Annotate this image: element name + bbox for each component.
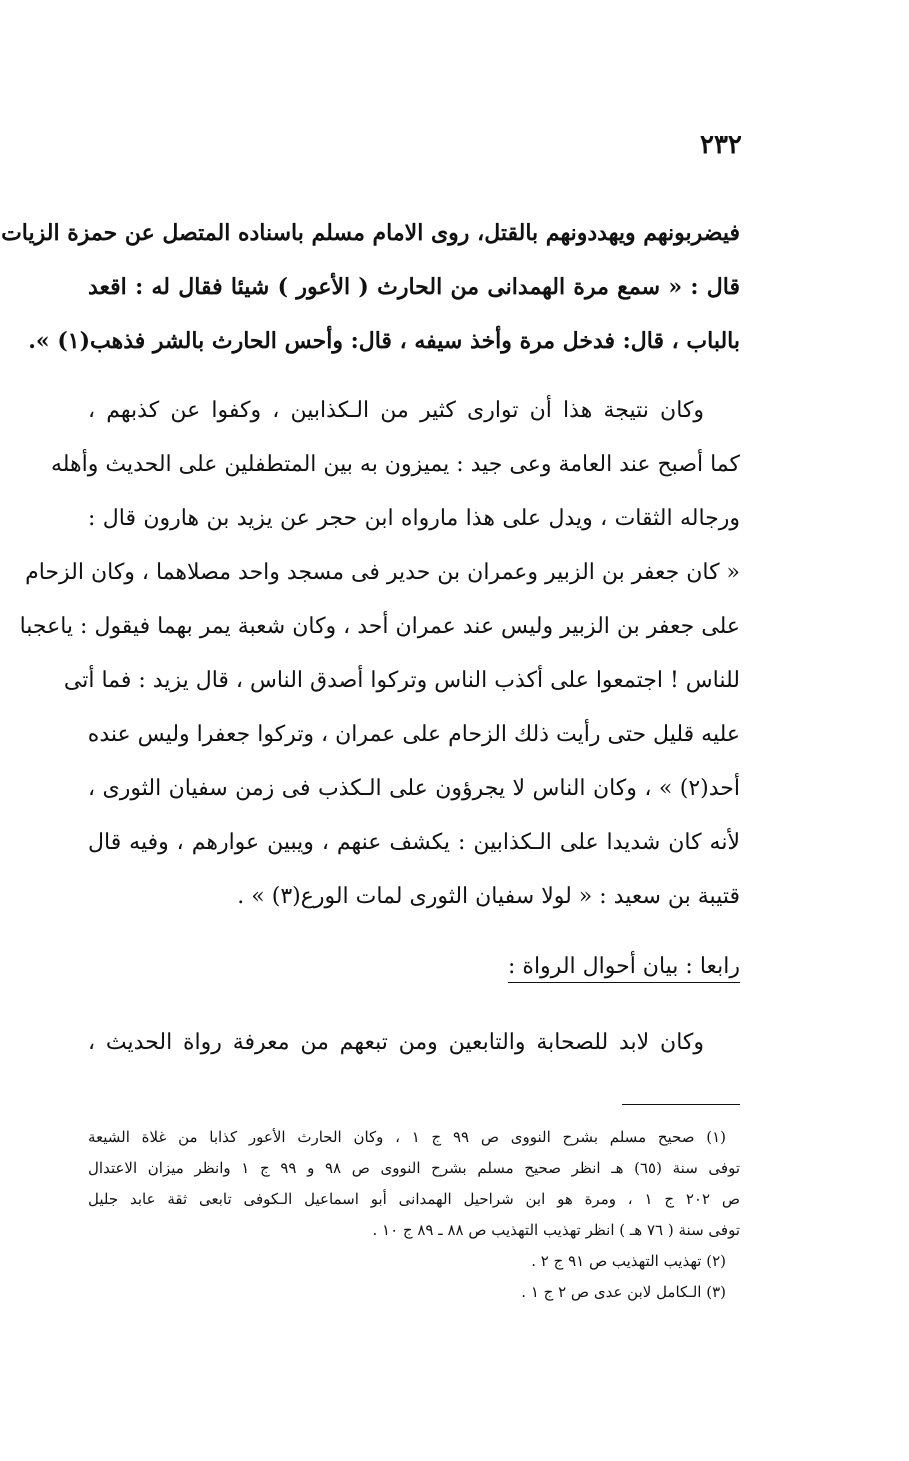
paragraph <box>1 206 740 368</box>
footnotes <box>88 1122 740 1308</box>
section-heading <box>380 940 740 994</box>
paragraph <box>19 384 741 924</box>
section-heading-text: رابعا : بيان أحوال الرواة : <box>508 954 740 983</box>
footnote-line: (٢) تهذيب التهذيب ص ٩١ ج ٢ . <box>531 1252 726 1270</box>
text-line: لأنه كان شديدا على الـكذابين : يكشف عنهم ، ويبين عوارهم ، وفيه قال <box>88 830 740 855</box>
text-line: قتيبة بن سعيد : « لولا سفيان الثورى لمات الورع(٣) » . <box>237 884 740 909</box>
text-line: بالباب ، قال: فدخل مرة وأخذ سيفه ، قال: وأحس الحارث بالشر فذهب(١) ». <box>28 328 740 354</box>
footnote-line: توفى سنة (٦٥) هـ انظر صحيح مسلم بشرح النووى ص ٩٨ و ٩٩ ج ١ وانظر ميزان الاعتدال <box>88 1159 741 1177</box>
text-line: ورجاله الثقات ، ويدل على هذا مارواه ابن حجر عن يزيد بن هارون قال : <box>88 506 740 531</box>
paragraph <box>88 1016 740 1070</box>
text-line: للناس ! اجتمعوا على أكذب الناس وتركوا أصدق الناس ، قال يزيد : فما أتى <box>63 668 740 693</box>
page-number: ٢٣٢ <box>700 130 742 160</box>
footnote-line: توفى سنة ( ٧٦ هـ ) انظر تهذيب التهذيب ص ٨٨ ـ ٨٩ ج ١٠ . <box>372 1221 740 1239</box>
footnote-line: (١) صحيح مسلم بشرح النووى ص ٩٩ ج ١ ، وكان الحارث الأعور كذابا من غلاة الشيعة <box>88 1128 726 1146</box>
footnote-line: ص ٢٠٢ ج ١ ، ومرة هو ابن شراحيل الهمدانى أبو اسماعيل الـكوفى تابعى ثقة عابد جليل <box>88 1190 741 1208</box>
text-line: وكان لابد للصحابة والتابعين ومن تبعهم من معرفة رواة الحديث ، <box>88 1030 704 1055</box>
text-line: « كان جعفر بن الزبير وعمران بن حدير فى مسجد واحد مصلاهما ، وكان الزحام <box>25 560 740 585</box>
footnote-divider <box>622 1104 740 1105</box>
text-line: وكان نتيجة هذا أن توارى كثير من الـكذابين ، وكفوا عن كذبهم ، <box>88 398 704 423</box>
text-line: قال : « سمع مرة الهمدانى من الحارث ( الأعور ) شيئا فقال له : اقعد <box>88 274 740 300</box>
text-line: أحد(٢) » ، وكان الناس لا يجرؤون على الـكذب فى زمن سفيان الثورى ، <box>88 776 741 801</box>
text-line: عليه قليل حتى رأيت ذلك الزحام على عمران ، وتركوا جعفرا وليس عنده <box>87 722 740 747</box>
text-line: كما أصبح عند العامة وعى جيد : يميزون به بين المتطفلين على الحديث وأهله <box>50 452 740 477</box>
text-line: على جعفر بن الزبير وليس عند عمران أحد ، وكان شعبة يمر بهما فيقول : ياعجبا <box>19 614 740 639</box>
text-line: فيضربونهم ويهددونهم بالقتل، روى الامام مسلم باسناده المتصل عن حمزة الزيات <box>1 220 740 246</box>
main-text <box>1 206 741 924</box>
footnote-line: (٣) الـكامل لابن عدى ص ٢ ج ١ . <box>521 1283 726 1301</box>
